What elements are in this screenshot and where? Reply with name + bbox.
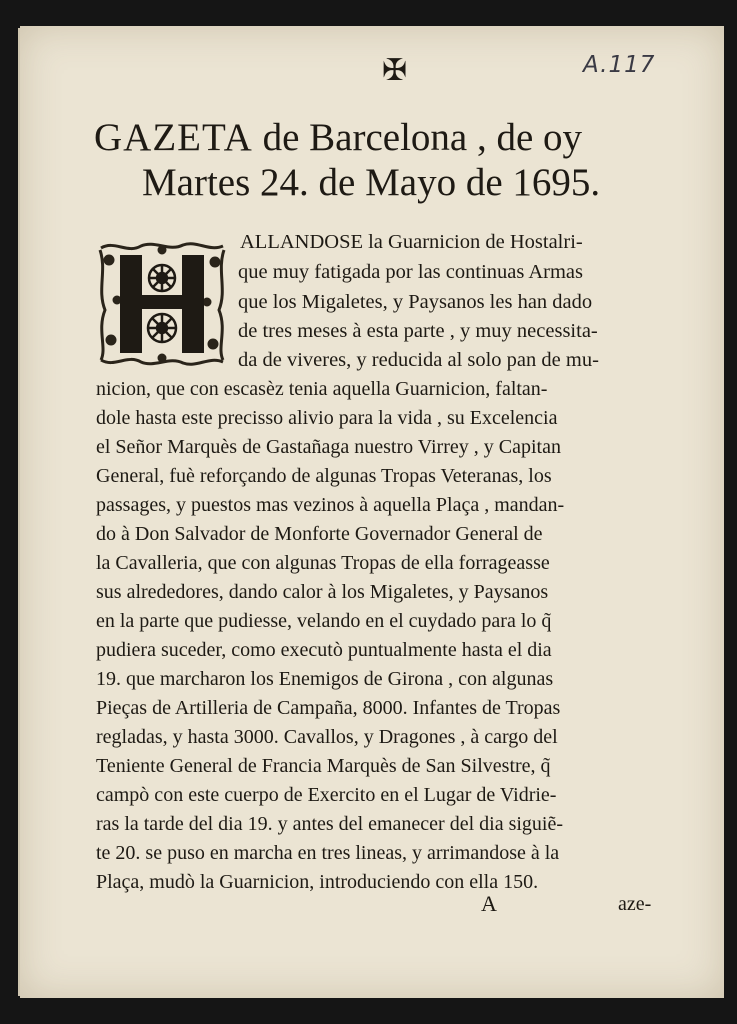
text-line-20: campò con este cuerpo de Exercito en el Lugar de Vidrie- (96, 784, 557, 806)
text-line-5: da de viveres, y reducida al solo pan de mu- (238, 349, 599, 371)
gazette-title-rest: de Barcelona , de oy (262, 116, 583, 159)
shelfmark-annotation: A.117 (583, 52, 656, 78)
decorated-initial-h (97, 240, 227, 368)
text-line-19: Teniente General de Francia Marquès de San Silvestre, q̃ (96, 755, 551, 777)
text-line-21: ras la tarde del dia 19. y antes del emanecer del dia siguiẽ- (96, 813, 564, 835)
text-line-4: de tres meses à esta parte , y muy necessita- (238, 320, 598, 342)
text-line-14: en la parte que pudiesse, velando en el cuydado para lo q̃ (96, 610, 552, 632)
text-line-23: Plaça, mudò la Guarnicion, introduciendo con ella 150. (96, 871, 539, 893)
text-line-2: que muy fatigada por las continuas Armas (238, 261, 583, 283)
text-line-18: regladas, y hasta 3000. Cavallos, y Dragones , à cargo del (96, 726, 558, 748)
catchword: aze- (618, 893, 652, 915)
text-line-7: dole hasta este precisso alivio para la vida , su Excelencia (96, 407, 558, 429)
gazette-title-word: GAZETA (94, 116, 253, 159)
text-line-15: pudiera suceder, como executò puntualmente hasta el dia (96, 639, 552, 661)
text-line-1: ALLANDOSE la Guarnicion de Hostalri- (240, 231, 583, 253)
text-line-22: te 20. se puso en marcha en tres lineas, y arrimandose à la (96, 842, 560, 864)
signature-mark: A (481, 891, 497, 916)
text-line-17: Pieças de Artilleria de Campaña, 8000. Infantes de Tropas (96, 697, 561, 719)
text-line-9: General, fuè reforçando de algunas Tropas Veteranas, los (96, 465, 552, 487)
text-line-12: la Cavalleria, que con algunas Tropas de ella forrageasse (96, 552, 550, 574)
gazette-date-line: Martes 24. de Mayo de 1695. (142, 161, 601, 204)
text-line-8: el Señor Marquès de Gastañaga nuestro Virrey , y Capitan (96, 436, 561, 458)
text-line-11: do à Don Salvador de Monforte Governador General de (96, 523, 543, 545)
cross-ornament-icon: ✠ (382, 53, 408, 88)
text-line-10: passages, y puestos mas vezinos à aquella Plaça , mandan- (96, 494, 565, 516)
text-line-16: 19. que marcharon los Enemigos de Girona , con algunas (96, 668, 554, 690)
text-line-3: que los Migaletes, y Paysanos les han dado (238, 291, 593, 313)
text-line-13: sus alrededores, dando calor à los Migaletes, y Paysanos (96, 581, 549, 603)
gazette-title-line1 (94, 115, 684, 161)
text-line-6: nicion, que con escasèz tenia aquella Guarnicion, faltan- (96, 378, 548, 400)
